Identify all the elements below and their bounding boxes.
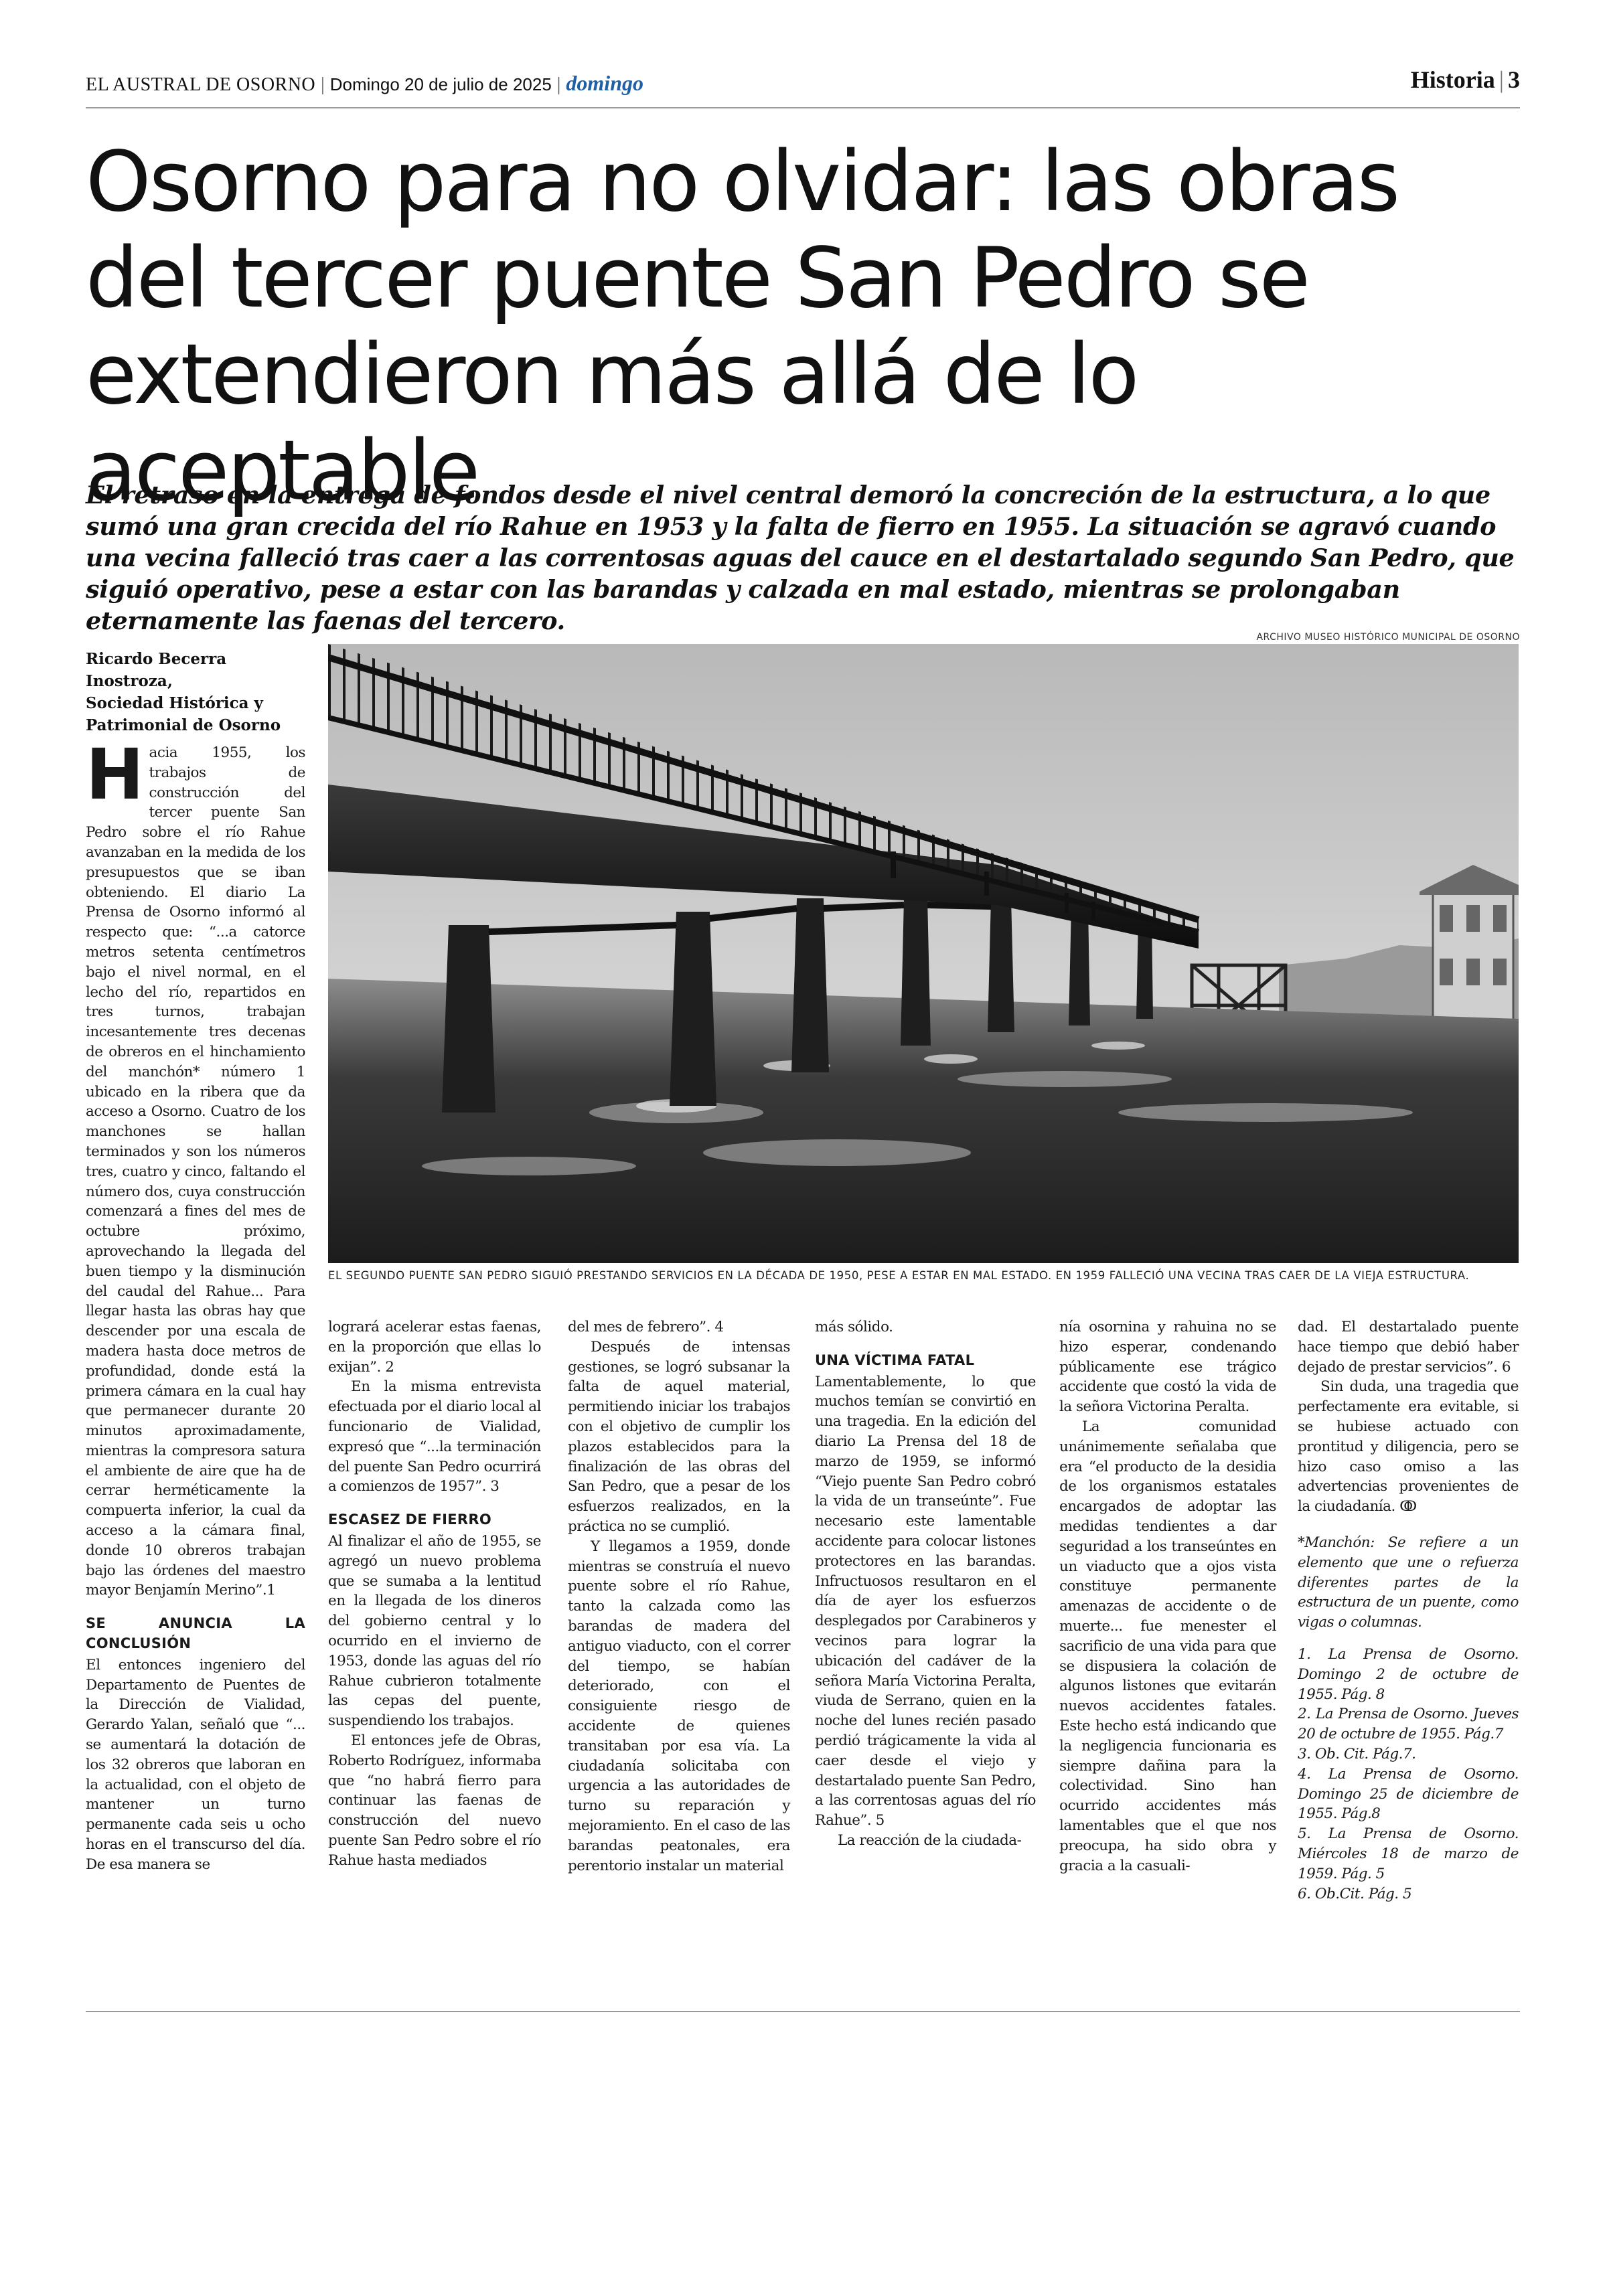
body-paragraph: El entonces jefe de Obras, Roberto Rodríguez, informaba que “no habrá fierro para continuar las faenas de construcción del nuevo puente San Pedro sobre el río Rahue hasta mediados <box>328 1732 541 1869</box>
headline-line: del tercer puente San Pedro se <box>86 230 1308 327</box>
separator: | <box>556 74 561 95</box>
footnote: 3. Ob. Cit. Pág.7. <box>1298 1745 1416 1762</box>
byline-line: Sociedad Histórica y <box>86 694 263 712</box>
footnote: 5. La Prensa de Osorno. Miércoles 18 de marzo de 1959. Pág. 5 <box>1298 1825 1519 1882</box>
article-column-1-top <box>86 734 305 1875</box>
article-column-3 <box>568 1317 790 1876</box>
body-paragraph: logrará acelerar estas faenas, en la proporción que ellas lo exijan”. 2 <box>328 1319 541 1376</box>
headline-line: Osorno para no olvidar: las obras <box>86 134 1399 230</box>
headline-line: extendieron más allá de lo aceptable <box>86 327 1138 519</box>
footnotes <box>1298 1645 1519 1904</box>
masthead-left <box>86 71 643 96</box>
body-paragraph: Y llegamos a 1959, donde mientras se construía el nuevo puente sobre el río Rahue, tanto la calzada como las barandas de madera del antiguo viaducto, con el correr del tiempo, se habían deteriorado, con el consiguiente riesgo de accidente de quienes transitaban por esa vía. La ciudadanía solicitaba con urgencia a las autoridades de turno su reparación y mejoramiento. En el caso de las barandas peatonales, era perentorio instalar un material <box>568 1538 790 1874</box>
deck: El retraso en la entrega de fondos desde el nivel central demoró la concreción de la estructura, a lo que sumó una gran crecida del río Rahue en 1953 y la falta de fierro en 1955. La situación se agravó cuando una vecina falleció tras caer a las correntosas aguas del cauce en el destartalado segundo San Pedro, que siguió operativo, pese a estar con las barandas y calzada en mal estado, mientras se prolongaban eternamente las faenas del tercero. <box>86 481 1515 635</box>
footnote-definition <box>1298 1533 1519 1633</box>
page-number: 3 <box>1508 66 1520 93</box>
footnote: 1. La Prensa de Osorno. Domingo 2 de octubre de 1955. Pág. 8 <box>1298 1645 1519 1703</box>
footnote: 4. La Prensa de Osorno. Domingo 25 de diciembre de 1955. Pág.8 <box>1298 1765 1519 1823</box>
body-paragraph <box>1298 1377 1519 1517</box>
article-column-2 <box>328 1317 541 1871</box>
byline <box>86 648 307 736</box>
body-text: acia 1955, los trabajos de construcción del tercer puente San Pedro sobre el río Rahue avanzaban en la medida de los presupuestos que se iban obteniendo. El diario La Prensa de Osorno informó al respecto que: “...a catorce metros setenta centímetros bajo el nivel normal, en el lecho del río, repartidos en tres turnos, trabajan incesantemente tres decenas de obreros en el hinchamiento del manchón* número 1 ubicado en la ribera que da acceso a Osorno. Cuatro de los manchones se hallan terminados y son los números tres, cuatro y cinco, faltando el número dos, cuya construcción comenzará a fines del mes de octubre próximo, aprovechando la llegada del buen tiempo y la disminución del caudal del Rahue... Para llegar hasta las obras hay que descender por una escala de madera hasta doce metros de profundidad, donde está la primera cámara en la cual hay que permanecer durante 20 minutos aproximadamente, mientras la compresora satura el ambiente de aire que ha de cerrar herméticamente la compuerta inferior, la cual da acceso a la cámara final, donde 10 obreros trabajan bajo las órdenes del maestro mayor Benjamín Merino”.1 <box>86 744 305 1599</box>
manchon-note: *Manchón: Se refiere a un elemento que une o refuerza diferentes partes de la estructura de un puente, como vigas o columnas. <box>1298 1534 1519 1631</box>
body-paragraph: dad. El destartalado puente hace tiempo que debió haber dejado de prestar servicios”. 6 <box>1298 1319 1519 1376</box>
publication-name: EL AUSTRAL DE OSORNO <box>86 74 316 95</box>
body-text: Sin duda, una tragedia que perfectamente era evitable, si se hubiese actuado con prontitud y diligencia, pero se hizo caso omiso a las advertencias provenientes de la ciudadanía. <box>1298 1378 1519 1515</box>
article-column-6 <box>1298 1317 1519 1904</box>
photo-caption: EL SEGUNDO PUENTE SAN PEDRO SIGUIÓ PRESTANDO SERVICIOS EN LA DÉCADA DE 1950, PESE A ESTAR EN MAL ESTADO. EN 1959 FALLECIÓ UNA VECINA TRAS CAER DE LA VIEJA ESTRUCTURA. <box>328 1269 1470 1282</box>
footnote: 6. Ob.Cit. Pág. 5 <box>1298 1885 1412 1902</box>
footnote: 2. La Prensa de Osorno. Jueves 20 de octubre de 1955. Pág.7 <box>1298 1706 1519 1743</box>
body-paragraph: nía osornina y rahuina no se hizo esperar, condenando públicamente ese trágico accidente que costó la vida de la señora Victorina Peralta. <box>1059 1319 1276 1416</box>
page-header <box>86 66 1520 103</box>
dropcap: H <box>86 734 144 815</box>
subheading: SE ANUNCIA LA CONCLUSIÓN <box>86 1615 305 1652</box>
body-paragraph: La comunidad unánimemente señalaba que era “el producto de la desidia de los organismos estatales encargados de adoptar las medidas tendientes a dar seguridad a los transeúntes en un viaducto que a ojos vista constituye permanente amenazas de accidente o de muerte... fue menester el sacrificio de una vida para que se dispusiera la colación de algunos listones que evitarán nuevos accidentes fatales. Este hecho está indicando que la negligencia funcionaria es siempre dañina para la colectividad. Sino han ocurrido accidentes más lamentables que el que nos preocupa, ha sido obra y gracia a la casuali- <box>1059 1418 1276 1874</box>
bridge-photo <box>328 644 1519 1263</box>
body-paragraph: del mes de febrero”. 4 <box>568 1319 724 1335</box>
section-name: Historia <box>1410 66 1495 93</box>
byline-line: Ricardo Becerra Inostroza, <box>86 650 227 690</box>
body-paragraph: más sólido. <box>815 1319 893 1335</box>
headline <box>86 134 1532 519</box>
end-mark-icon: ↂ <box>1399 1498 1417 1515</box>
body-paragraph: Al finalizar el año de 1955, se agregó un nuevo problema que se sumaba a la lentitud en la llegada de los dineros del gobierno central y lo ocurrido en el invierno de 1953, donde las aguas del río Rahue cubrieron totalmente las cepas del puente, suspendiendo los trabajos. <box>328 1532 541 1730</box>
body-paragraph: La reacción de la ciudada- <box>838 1831 1022 1849</box>
article-column-4 <box>815 1317 1036 1851</box>
issue-date: Domingo 20 de julio de 2025 <box>329 74 552 94</box>
separator: | <box>1499 66 1504 93</box>
masthead-right <box>1411 66 1520 94</box>
header-rule <box>86 107 1520 108</box>
article-column-5 <box>1059 1317 1276 1876</box>
supplement-name: domingo <box>566 71 643 95</box>
footer-rule <box>86 2011 1520 2012</box>
separator: | <box>321 74 325 95</box>
body-paragraph: Después de intensas gestiones, se logró subsanar la falta de aquel material, permitiendo iniciar los trabajos con el objetivo de cumplir los plazos establecidos para la finalización de las obras del San Pedro, que a pesar de los esfuerzos realizados, en la práctica no se cumplió. <box>568 1338 790 1535</box>
body-paragraph: El entonces ingeniero del Departamento de Puentes de la Dirección de Vialidad, Gerardo Yalan, señaló que “... se aumentará la dotación de los 32 obreros que laboran en la actualidad, con el objeto de mantener un turno permanente cada seis u ocho horas en el transcurso del día. De esa manera se <box>86 1656 305 1873</box>
body-paragraph: Lamentablemente, lo que muchos temían se convirtió en una tragedia. En la edición del diario La Prensa del 18 de marzo de 1959, se informó “Viejo puente San Pedro cobró la vida de un transeúnte”. Fue necesario este lamentable accidente para colocar listones protectores en las barandas. Infructuosos resultaron en el día de ayer los esfuerzos desplegados por Carabineros y vecinos para lograr la ubicación del cadáver de la señora María Victorina Peralta, viuda de Serrano, quien en la noche del lunes recién pasado perdió trágicamente la vida al caer desde el viejo y destartalado puente San Pedro, a las correntosas aguas del río Rahue”. 5 <box>815 1373 1036 1829</box>
byline-line: Patrimonial de Osorno <box>86 716 281 734</box>
body-paragraph <box>86 734 305 1601</box>
subheading: UNA VÍCTIMA FATAL <box>815 1351 975 1368</box>
subheading: ESCASEZ DE FIERRO <box>328 1511 492 1528</box>
photo-credit: ARCHIVO MUSEO HISTÓRICO MUNICIPAL DE OSORNO <box>1256 632 1520 643</box>
body-paragraph: En la misma entrevista efectuada por el diario local al funcionario de Vialidad, expresó que “...la terminación del puente San Pedro ocurrirá a comienzos de 1957”. 3 <box>328 1378 541 1495</box>
